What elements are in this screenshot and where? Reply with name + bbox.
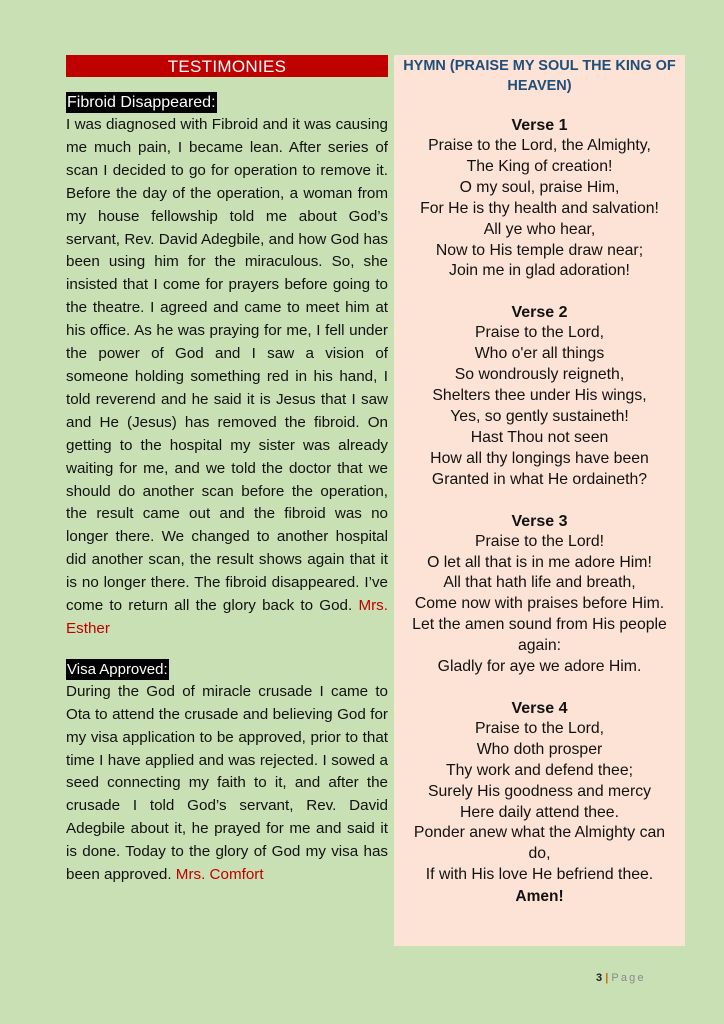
- verse-line: All that hath life and breath,: [443, 574, 636, 592]
- verse-line: For He is thy health and salvation!: [420, 199, 659, 217]
- verse-line: The King of creation!: [466, 157, 613, 175]
- testimony-text: During the God of miracle crusade I came to Ota to attend the crusade and believing God for my visa application to be approved, prior to that time I have applied and was rejected. I sowed a seed connecting my faith to it, and after the crusade I told God’s servant, Rev. David Adegbile about it, he prayed for me and said it is done. Today to the glory of God my visa has been approved.: [66, 682, 388, 884]
- verse-1: [394, 115, 685, 282]
- hymn-closing: Amen!: [515, 888, 564, 906]
- verse-label: Verse 2: [511, 304, 568, 322]
- verse-line: All ye who hear,: [483, 220, 596, 238]
- hymn-title: HYMN (PRAISE MY SOUL THE KING OF HEAVEN): [403, 58, 676, 94]
- hymn-panel: [394, 55, 685, 946]
- verse-line: Ponder anew what the Almighty can do,: [413, 824, 666, 863]
- verse-line: Praise to the Lord!: [474, 532, 605, 550]
- verse-line: Join me in glad adoration!: [449, 262, 630, 280]
- verse-label: Verse 4: [511, 699, 568, 717]
- verse-2: [394, 302, 685, 490]
- verse-line: Who doth prosper: [476, 740, 603, 758]
- testimony-heading-visa: Visa Approved:: [67, 660, 168, 678]
- page-label: Page: [611, 972, 646, 984]
- verse-line: Now to His temple draw near;: [435, 241, 644, 259]
- verse-line: Thy work and defend thee;: [445, 761, 634, 779]
- verse-line: Who o'er all things: [474, 345, 605, 363]
- verse-line: Surely His goodness and mercy: [427, 782, 651, 800]
- testimony-text: I was diagnosed with Fibroid and it was causing me much pain, I became lean. After series of scan I decided to go for operation to remove it. Before the day of the operation, a woman from my house fellowship told me about God’s servant, Rev. David Adegbile, and how God has been using him for the miraculous. So, she insisted that I come for prayers before going to the theatre. I agreed and came to meet him at his office. As he was praying for me, I fell under the power of God and I saw a vision of someone holding something red in his hand, I told reverend and he said it is Jesus that I saw and He (Jesus) has removed the fibroid. On getting to the hospital my sister was already waiting for me, and we told the doctor that we should do another scan before the operation, the result came out and the fibroid was no longer there. We changed to another hospital did another scan, the result shows again that it is no longer there. The fibroid disappeared. I’ve come to return all the glory back to God.: [66, 116, 388, 615]
- verse-line: Granted in what He ordaineth?: [431, 470, 648, 488]
- verse-4: [394, 698, 685, 886]
- verse-line: Come now with praises before Him.: [414, 595, 665, 613]
- verse-line: Gladly for aye we adore Him.: [437, 658, 642, 676]
- testimony-body-visa: [66, 681, 388, 887]
- testimonies-column: [66, 55, 388, 887]
- verse-line: Let the amen sound from His people again:: [412, 616, 667, 655]
- verse-label: Verse 1: [511, 117, 568, 134]
- verse-line: Praise to the Lord, the Almighty,: [428, 137, 651, 154]
- testimony-body-fibroid: [66, 114, 388, 641]
- testimony-heading-fibroid: Fibroid Disappeared:: [67, 94, 216, 111]
- page-number: 3: [596, 972, 603, 984]
- page-footer: [596, 972, 646, 984]
- verse-line: O let all that is in me adore Him!: [427, 553, 652, 571]
- testimony-heading-wrap: [66, 659, 388, 681]
- testimony-author: Mrs. Esther: [66, 597, 388, 637]
- verse-line: If with His love He befriend thee.: [425, 866, 654, 884]
- verse-line: Praise to the Lord,: [474, 719, 605, 737]
- verse-line: How all thy longings have been: [430, 449, 649, 467]
- verse-3: [394, 511, 685, 678]
- testimonies-banner: TESTIMONIES: [66, 55, 388, 77]
- verse-line: Shelters thee under His wings,: [432, 387, 647, 405]
- testimony-heading-wrap: [66, 92, 388, 114]
- verse-line: Hast Thou not seen: [470, 428, 609, 446]
- verse-line: Praise to the Lord,: [474, 324, 605, 342]
- verse-line: Here daily attend thee.: [460, 803, 619, 821]
- verse-label: Verse 3: [511, 512, 568, 530]
- testimony-author: Mrs. Comfort: [175, 866, 264, 884]
- verse-line: Yes, so gently sustaineth!: [450, 407, 629, 425]
- verse-line: So wondrously reigneth,: [454, 366, 625, 384]
- footer-separator: |: [605, 972, 609, 984]
- verse-line: O my soul, praise Him,: [459, 178, 620, 196]
